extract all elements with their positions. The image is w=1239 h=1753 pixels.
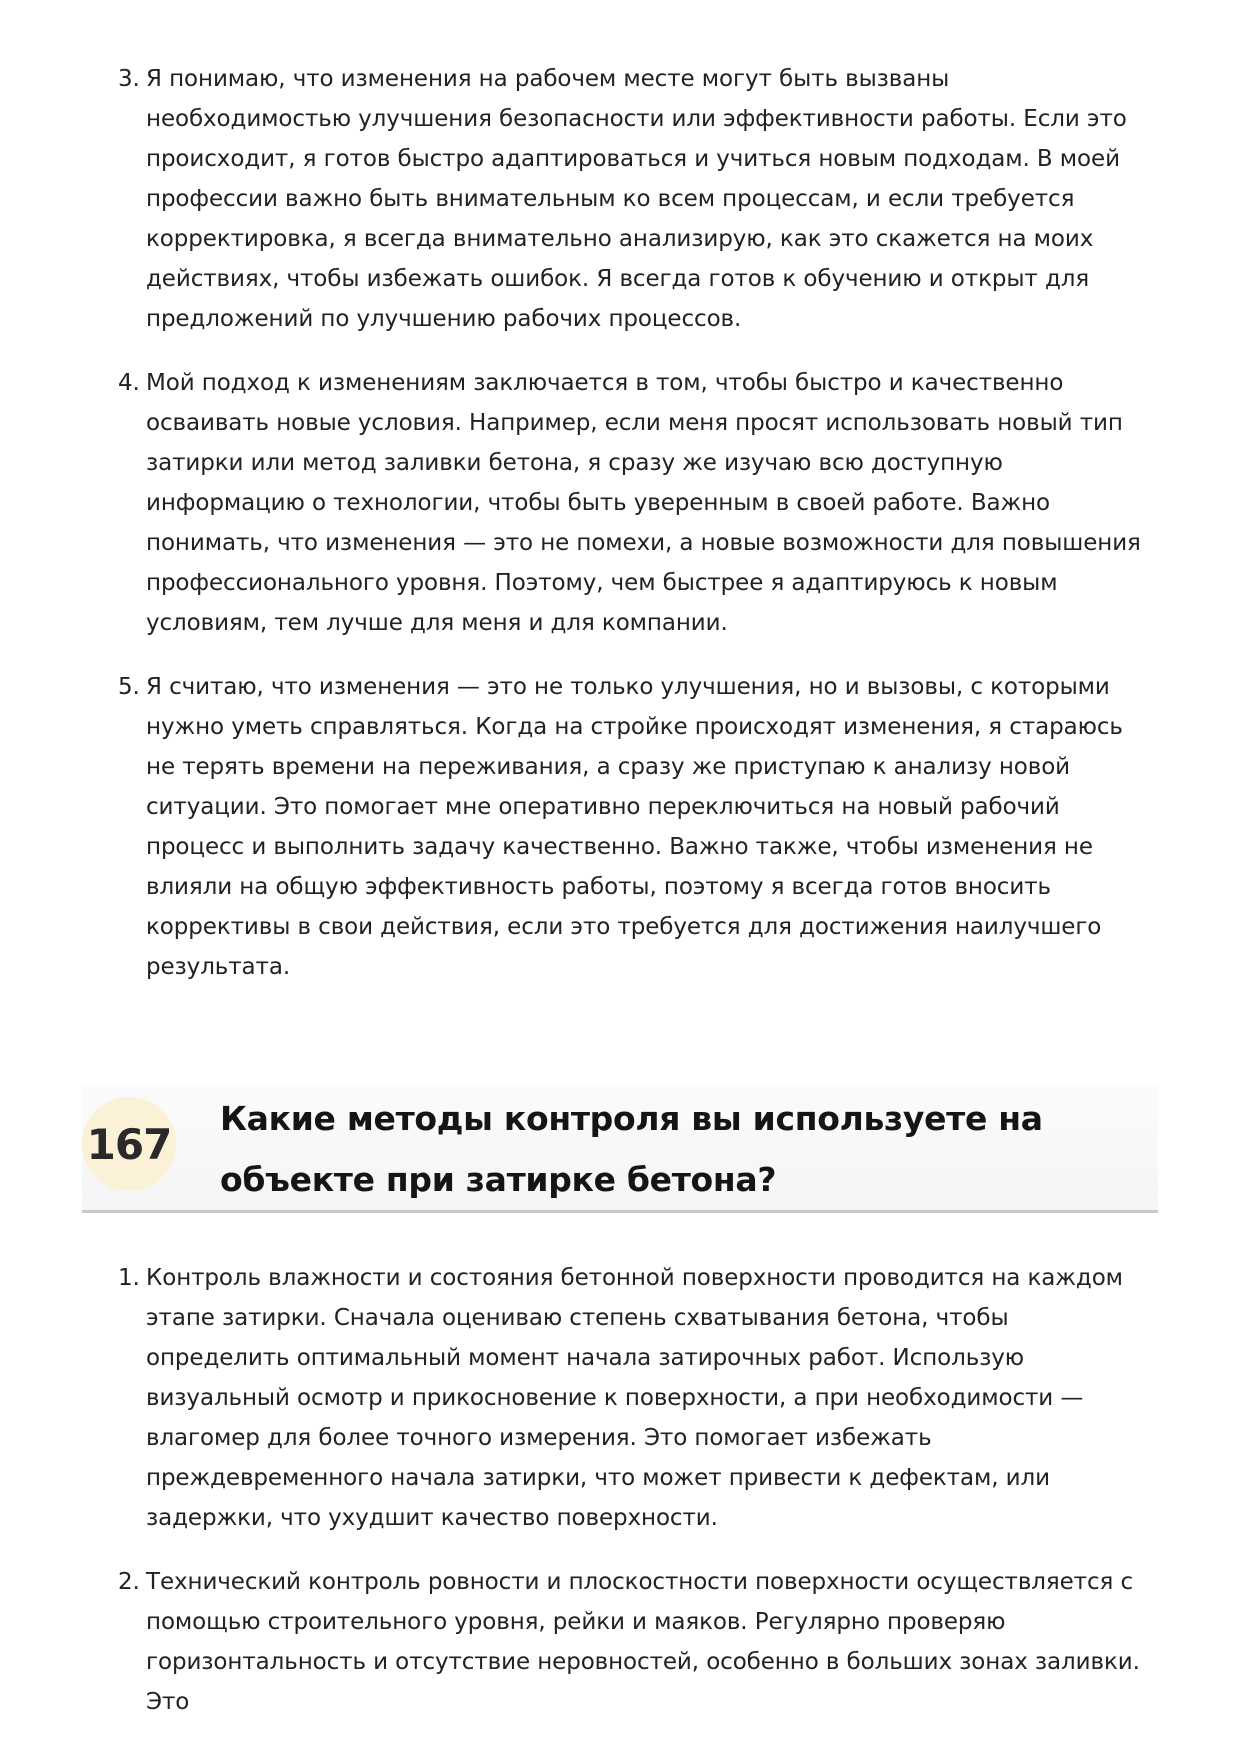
list-item-number: 1. [118, 1265, 140, 1291]
list-item [118, 667, 1156, 987]
question-header [82, 1084, 1158, 1212]
list-item [118, 1562, 1156, 1722]
answer-list-previous [118, 59, 1156, 1011]
question-header-divider [82, 1210, 1158, 1213]
answer-list [118, 1258, 1156, 1746]
question-number-badge: 167 [82, 1097, 176, 1191]
list-item-text: Контроль влажности и состояния бетонной поверхности проводится на каждом этапе затирки. Сначала оцениваю степень схватывания бетона, чтобы определить оптимальный момент начала затирочных работ. Использую визуальный осмотр и прикосновение к поверхности, а при необходимости — влагомер для более точного измерения. Это помогает избежать преждевременного начала затирки, что может привести к дефектам, или задержки, что ухудшит качество поверхности. [146, 1265, 1123, 1531]
list-item-number: 2. [118, 1569, 140, 1595]
list-item-number: 5. [118, 674, 140, 700]
list-item [118, 59, 1156, 339]
list-item-number: 3. [118, 66, 140, 92]
list-item-text: Мой подход к изменениям заключается в том, чтобы быстро и качественно осваивать новые условия. Например, если меня просят использовать новый тип затирки или метод заливки бетона, я сразу же изучаю всю доступную информацию о технологии, чтобы быть уверенным в своей работе. Важно понимать, что изменения — это не помехи, а новые возможности для повышения профессионального уровня. Поэтому, чем быстрее я адаптируюсь к новым условиям, тем лучше для меня и для компании. [146, 370, 1141, 636]
question-title: Какие методы контроля вы используете на объекте при затирке бетона? [220, 1099, 1043, 1199]
list-item-text: Я понимаю, что изменения на рабочем месте могут быть вызваны необходимостью улучшения безопасности или эффективности работы. Если это происходит, я готов быстро адаптироваться и учиться новым подходам. В моей профессии важно быть внимательным ко всем процессам, и если требуется корректировка, я всегда внимательно анализирую, как это скажется на моих действиях, чтобы избежать ошибок. Я всегда готов к обучению и открыт для предложений по улучшению рабочих процессов. [146, 66, 1127, 332]
list-item-number: 4. [118, 370, 140, 396]
list-item-text: Я считаю, что изменения — это не только улучшения, но и вызовы, с которыми нужно уметь справляться. Когда на стройке происходят изменения, я стараюсь не терять времени на переживания, а сразу же приступаю к анализу новой ситуации. Это помогает мне оперативно переключиться на новый рабочий процесс и выполнить задачу качественно. Важно также, чтобы изменения не влияли на общую эффективность работы, поэтому я всегда готов вносить коррективы в свои действия, если это требуется для достижения наилучшего результата. [146, 674, 1123, 980]
list-item-text: Технический контроль ровности и плоскостности поверхности осуществляется с помощью строительного уровня, рейки и маяков. Регулярно проверяю горизонтальность и отсутствие неровностей, особенно в больших зонах заливки. Это [146, 1569, 1140, 1715]
list-item [118, 1258, 1156, 1538]
list-item [118, 363, 1156, 643]
